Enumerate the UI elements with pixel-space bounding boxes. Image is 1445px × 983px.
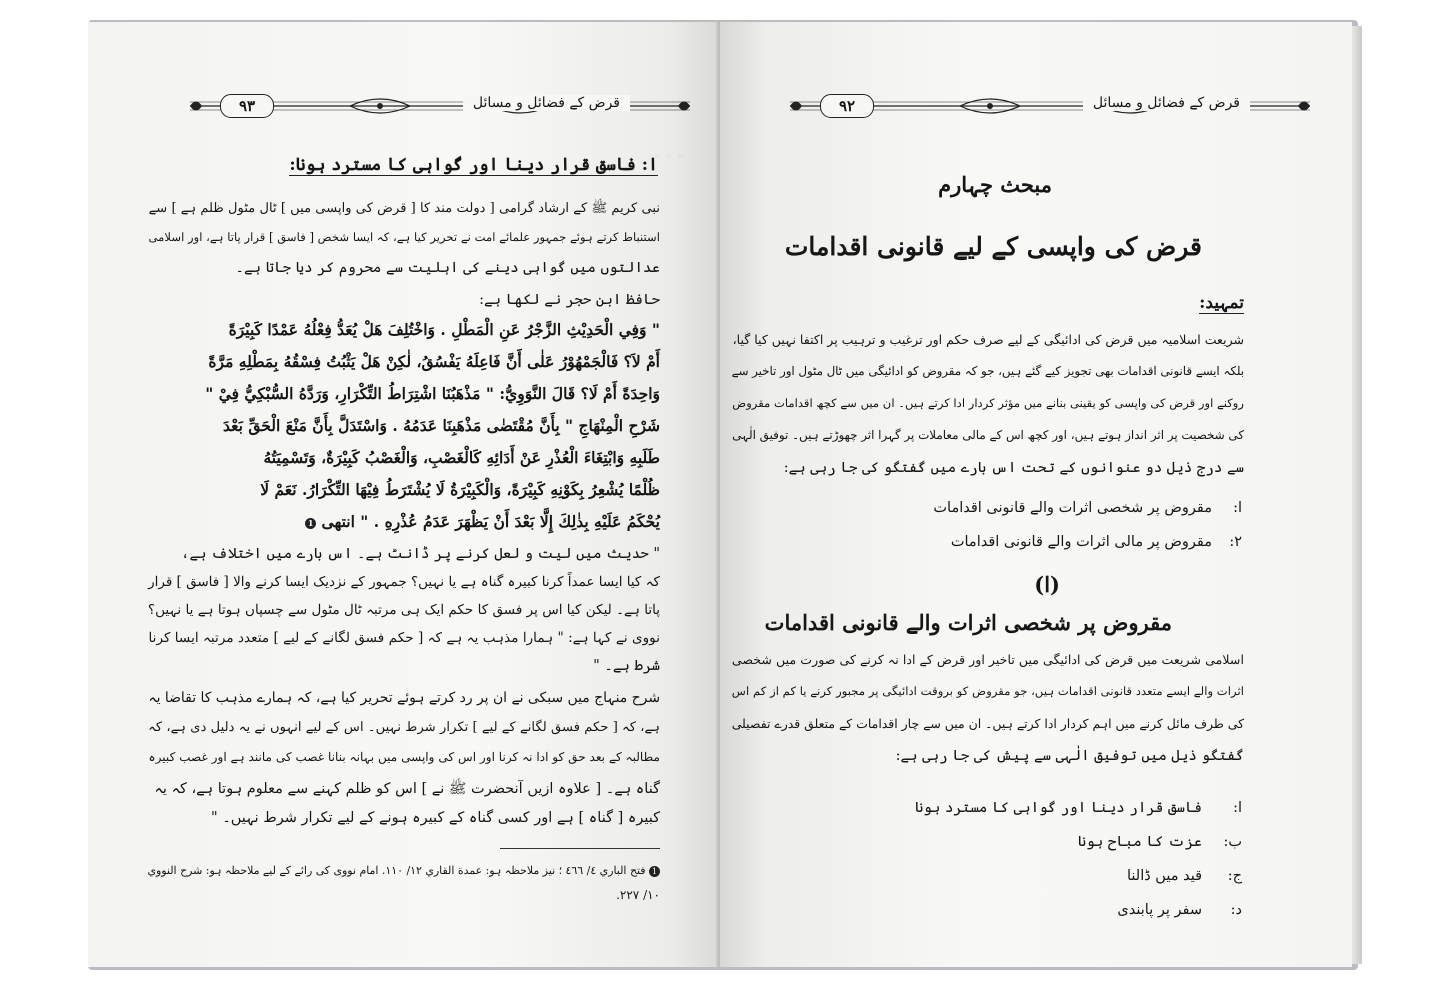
chapter-title: قرض کی واپسی کے لیے قانونی اقدامات (784, 232, 1202, 261)
paragraph-line: شرط ہے۔ " (593, 658, 660, 674)
left-page: ◦ ◦ ◦ ۹۳ قرض کے فضائل و مسائل ا: فاسق قرار دینا اور گواہی کا مسترد ہونا: نبی کریم ﷺ کے ارشاد گرامی [ دولت مند کا [ قرض کی واپسی میں ] ٹال مٹول ظلم ہے ] سے استنباط کرتے ہوئے جمہور علمائے امت نے تحریر کیا ہے، کہ ایسا شخص [ فاسق ] قرار پاتا ہے، اور اسلامی عدالتوں میں گواہی دینے کی اہلیت سے محروم کر دیا جاتا ہے۔ حافظ ابن حجر نے لکھا ہے: " وَفِي الْحَدِيْثِ الزَّجْرُ عَنِ الْمَطْلِ . وَاخْتُلِفَ هَلْ يُعَدُّ فِعْلُهُ عَمْدًا كَبِيْرَةً أَمْ لاَ؟ فَالْجَمْهُوْرُ عَلٰى أَنَّ فَاعِلَهُ يَفْسُقُ، لٰكِنْ هَلْ يَثْبُتُ فِسْقُهُ بِمَطْلِهِ مَرَّةً وَاحِدَةً أَمْ لَا؟ قَالَ النَّوَوِيُّ: " مَذْهَبُنَا اشْتِرَاطُ التِّكْرَارِ، وَرَدَّهُ السُّبْكِيُّ فِيْ " شَرْحِ الْمِنْهَاجِ " بِأَنَّ مُقْتَضٰى مَذْهَبِنَا عَدَمُهُ . وَاسْتَدَلَّ بِأَنَّ مَنْعَ الْحَقِّ بَعْدَ طَلَبِهِ وَابْتِغَاءَ الْعُذْرِ عَنْ أَدَائِهِ كَالْغَصْبِ، وَالْغَصْبُ كَبِيْرَةٌ، وَتَسْمِيَتُهُ ظُلْمًا يُشْعِرُ بِكَوْنِهِ كَبِيْرَةً، وَالْكَبِيْرَةُ لَا يُشْتَرَطُ فِيْهَا التِّكْرَارُ. نَعَمْ لَا يُحْكَمُ عَلَيْهِ بِذٰلِكَ إِلَّا بَعْدَ أَنْ يَظْهَرَ عَدَمُ عُذْرِهِ . " انتهی 1 " حدیث میں لیت و لعل کرنے پر ڈانٹ ہے۔ اس بارے میں اختلاف ہے، کہ کیا ایسا عمداً کرنا کبیرہ گناہ ہے یا نہیں؟ جمہور کے نزدیک ایسا کرنے والا [ فاسق ] قرار پاتا ہے۔ لیکن کیا اس پر فسق کا حکم ایک ہی مرتبہ ٹال مٹول سے چسپاں ہوتا ہے یا نہیں؟ نووی نے کہا ہے: " ہمارا مذہب یہ ہے کہ [ حکم فسق لگانے کے لیے ] متعدد مرتبہ ایسا کرنا شرط ہے۔ " شرح منہاج میں سبکی نے ان پر رد کرتے ہوئے تحریر کیا ہے، کہ ہمارے مذہب کا تقاضا یہ ہے، کہ [ حکم فسق لگانے کے لیے ] تکرار شرط نہیں۔ اس کے لیے انہوں نے یہ دلیل دی ہے، کہ مطالبہ کے بعد حق کو ادا نہ کرنا اور اس کی واپسی میں بہانہ بنانا غصب کی مانند ہے اور غصب کبیرہ گناہ ہے۔ [ علاوہ ازیں آنحضرت ﷺ نے ] اس کو ظلم کہنے سے معلوم ہوتا ہے، کہ یہ کبیرہ [ گناہ ] ہے اور کسی گناہ کے کبیرہ ہونے کے لیے تکرار شرط نہیں۔ " 1 فتح الباري ٤/ ٤٦٦ ؛ نیز ملاحظہ ہو: عمدة القاري ١٢/ ١١٠. امام نووی کی رائے کے لیے ملاحظہ ہو: شرح النووي ١٠/ ٢٢٧. (88, 22, 720, 967)
arabic-line: " وَفِي الْحَدِيْثِ الزَّجْرُ عَنِ الْمَطْلِ . وَاخْتُلِفَ هَلْ يُعَدُّ فِعْلُهُ عَمْدًا كَبِيْرَةً (228, 320, 660, 339)
paragraph-line: کی طرف مائل کرنے میں اہم کردار ادا کرتے ہیں۔ ان میں سے چار اقدامات کے متعلق قدرے تفصیلی (731, 716, 1244, 731)
intro-label: تمہید: (1199, 293, 1244, 313)
section-number: (ا) (1034, 572, 1060, 597)
paragraph-line: شریعت اسلامیہ میں قرض کی ادائیگی کے لیے صرف حکم اور ترغیب و ترہیب پر اکتفا نہیں کیا گیا، (732, 332, 1244, 347)
paragraph-line: " حدیث میں لیت و لعل کرنے پر ڈانٹ ہے۔ اس بارے میں اختلاف ہے، (180, 546, 660, 562)
list-number: ا: (1233, 800, 1242, 816)
paragraph-line: گناہ ہے۔ [ علاوہ ازیں آنحضرت ﷺ نے ] اس کو ظلم کہنے سے معلوم ہوتا ہے، کہ یہ (154, 781, 660, 797)
footnote-marker: 1 (305, 518, 316, 529)
paragraph-line: سے درج ذیل دو عنوانوں کے تحت اس بارے میں گفتگو کی جا رہی ہے: (783, 460, 1244, 476)
list-item: مقروض پر شخصی اثرات والے قانونی اقدامات (933, 500, 1212, 516)
arabic-line: طَلَبِهِ وَابْتِغَاءَ الْعُذْرِ عَنْ أَدَائِهِ كَالْغَصْبِ، وَالْغَصْبُ كَبِيْرَةٌ، وَتَسْمِيَتُهُ (263, 448, 660, 467)
right-page-header (790, 90, 1310, 122)
quote-intro: حافظ ابن حجر نے لکھا ہے: (479, 292, 660, 308)
arabic-line: شَرْحِ الْمِنْهَاجِ " بِأَنَّ مُقْتَضٰى مَذْهَبِنَا عَدَمُهُ . وَاسْتَدَلَّ بِأَنَّ مَنْعَ الْحَقِّ بَعْدَ (223, 416, 660, 435)
chapter-label: مبحث چہارم (938, 172, 1052, 197)
paragraph-line: پاتا ہے۔ لیکن کیا اس پر فسق کا حکم ایک ہی مرتبہ ٹال مٹول سے چسپاں ہوتا ہے یا نہیں؟ (147, 602, 660, 618)
list-item: فاسق قرار دینا اور گواہی کا مسترد ہونا (914, 800, 1202, 816)
paragraph-line: روکنے اور قرض کی واپسی کو یقینی بنانے میں مؤثر کردار ادا کرتے ہیں۔ ان میں سے کچھ اقدامات مقروض (732, 396, 1244, 410)
paragraph-line: عدالتوں میں گواہی دینے کی اہلیت سے محروم کر دیا جاتا ہے۔ (235, 260, 660, 276)
paragraph-line: نبی کریم ﷺ کے ارشاد گرامی [ دولت مند کا [ قرض کی واپسی میں ] ٹال مٹول ظلم ہے ] سے (148, 201, 660, 216)
page-number: ۹۳ (220, 94, 274, 118)
paragraph-line: نووی نے کہا ہے: " ہمارا مذہب یہ ہے کہ [ حکم فسق لگانے کے لیے ] متعدد مرتبہ ایسا کرنا (148, 630, 660, 646)
arabic-line (305, 512, 660, 531)
paragraph-line: اثرات والے ایسے متعدد قانونی اقدامات ہیں، جو مقروض کو بروقت ادائیگی پر مجبور کرنے یا کم از کم اس (731, 684, 1244, 698)
list-item: سفر پر پابندی (1117, 902, 1202, 918)
list-item: قید میں ڈالنا (1126, 868, 1202, 884)
list-item: مقروض پر مالی اثرات والے قانونی اقدامات (950, 534, 1212, 550)
page-edge (1352, 26, 1362, 964)
page-number: ۹۲ (820, 94, 874, 118)
footnote-text: فتح الباري ٤/ ٤٦٦ ؛ نیز ملاحظہ ہو: عمدة القاري ١٢/ ١١٠. امام نووی کی رائے کے لیے ملاحظہ ہو: شرح النووي (147, 864, 646, 877)
footnote-line: ١٠/ ٢٢٧. (616, 888, 660, 902)
running-title: قرض کے فضائل و مسائل (1083, 95, 1250, 111)
footnote-marker: 1 (649, 866, 660, 877)
paragraph-line: بلکہ ایسے قانونی اقدامات بھی تجویز کیے گئے ہیں، جو کہ مقروض کو ادائیگی میں ٹال مٹول اور تاخیر سے (731, 364, 1244, 378)
paragraph-line: کہ کیا ایسا عمداً کرنا کبیرہ گناہ ہے یا نہیں؟ جمہور کے نزدیک ایسا کرنے والا [ فاسق ] قرار (148, 574, 660, 590)
right-page (720, 22, 1352, 967)
paragraph-line: شرح منہاج میں سبکی نے ان پر رد کرتے ہوئے تحریر کیا ہے، کہ ہمارے مذہب کا تقاضا یہ (148, 690, 660, 706)
list-number: د: (1230, 902, 1242, 918)
arabic-line: ظُلْمًا يُشْعِرُ بِكَوْنِهِ كَبِيْرَةً، وَالْكَبِيْرَةُ لَا يُشْتَرَطُ فِيْهَا التِّكْرَارُ. نَعَمْ لَا (260, 480, 660, 499)
list-number: ب: (1223, 834, 1242, 850)
footnote-line (147, 864, 660, 877)
paragraph-line: مطالبہ کے بعد حق کو ادا نہ کرنا اور اس کی واپسی میں بہانہ بنانا غصب کی مانند ہے اور غصب کبیرہ (148, 750, 660, 764)
list-number: ج: (1227, 868, 1242, 884)
paragraph-line: استنباط کرتے ہوئے جمہور علمائے امت نے تحریر کیا ہے، کہ ایسا شخص [ فاسق ] قرار پاتا ہے، اور اسلامی (148, 230, 660, 244)
running-title: قرض کے فضائل و مسائل (463, 95, 630, 111)
footnote-rule (500, 848, 660, 849)
paragraph-line: اسلامی شریعت میں قرض کی ادائیگی میں تاخیر اور قرض کے ادا نہ کرنے کی صورت میں شخصی (731, 652, 1244, 667)
arabic-line: وَاحِدَةً أَمْ لَا؟ قَالَ النَّوَوِيُّ: " مَذْهَبُنَا اشْتِرَاطُ التِّكْرَارِ، وَرَدَّهُ السُّبْكِيُّ فِيْ " (205, 384, 660, 403)
paragraph-line: گفتگو ذیل میں توفیق الٰہی سے پیش کی جا رہی ہے: (895, 748, 1244, 764)
list-item: عزت کا مباح ہونا (1077, 834, 1202, 850)
arabic-line-text: يُحْكَمُ عَلَيْهِ بِذٰلِكَ إِلَّا بَعْدَ أَنْ يَظْهَرَ عَدَمُ عُذْرِهِ . " انتهی (321, 512, 660, 531)
list-number: ا: (1233, 500, 1242, 516)
list-number: ۲: (1229, 534, 1242, 550)
paragraph-line: کبیرہ [ گناہ ] ہے اور کسی گناہ کے کبیرہ ہونے کے لیے تکرار شرط نہیں۔ " (210, 810, 660, 826)
paragraph-line: کی شخصیت پر اثر انداز ہوتے ہیں، اور کچھ اس کے مالی معاملات پر گہرا اثر چھوڑتے ہیں۔ توفیق الٰہی (732, 428, 1244, 442)
left-page-header (190, 90, 690, 122)
arabic-line: أَمْ لاَ؟ فَالْجَمْهُوْرُ عَلٰى أَنَّ فَاعِلَهُ يَفْسُقُ، لٰكِنْ هَلْ يَثْبُتُ فِسْقُهُ بِمَطْلِهِ مَرَّةً (208, 352, 660, 371)
section-title: مقروض پر شخصی اثرات والے قانونی اقدامات (764, 610, 1172, 635)
paragraph-line: ہے، کہ [ حکم فسق لگانے کے لیے ] تکرار شرط نہیں۔ اس کے لیے انہوں نے یہ دلیل دی ہے، کہ (148, 720, 660, 735)
left-section-heading: ا: فاسق قرار دینا اور گواہی کا مسترد ہونا: (289, 155, 658, 175)
